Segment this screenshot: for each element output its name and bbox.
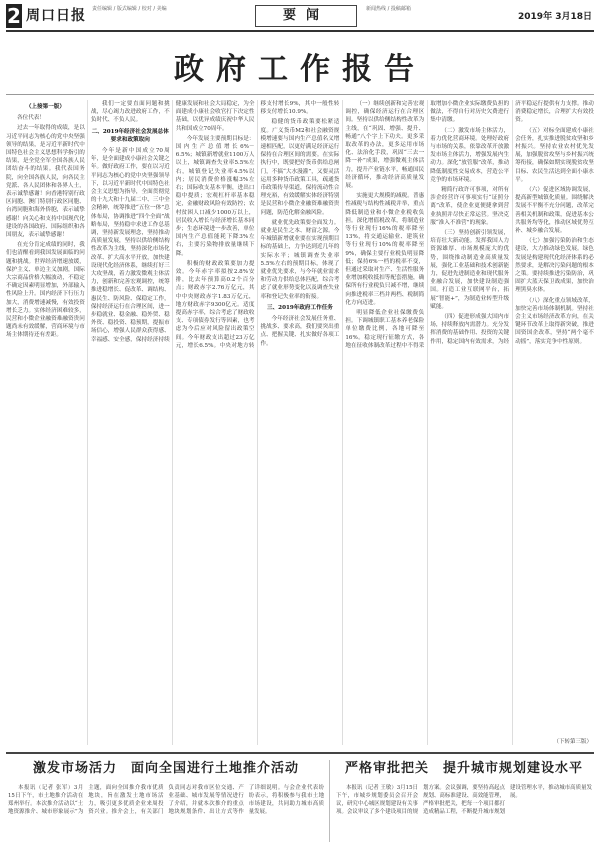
page-number: 2 <box>7 4 21 28</box>
masthead-info-right: 新闻热线 / 投稿邮箱 <box>366 6 411 12</box>
article-body <box>6 100 594 745</box>
story-text: 本报讯（记者 张军）3月15日下午，市土地推介活动在郑州举行。本次推介活动以“土地资源推介、城市形象展示”为主题，面向全国推介我市优质地块，旨在激发土地市场活力，吸引更多优质企业来周投资兴业。推介会上，有关部门负责同志对我市区位交通、产业基础、城市发展等情况进行了介绍，并就本次推介的重点地块规划条件、出让方式等作了详细说明。与会企业代表纷纷表示，将积极参与我市土地市场建设，共同助力城市高质量发展。 <box>8 785 324 815</box>
paragraph: 今年经济社会发展任务重、挑战多、要求高，我们要突出重点、把握关键、扎实做好各项工作。 <box>260 316 340 347</box>
paragraph: 明显降低企业社保缴费负担。下调城镇职工基本养老保险单位缴费比例，各地可降至16%。稳定现行征缴方式，各地在征收体制改革过程中不得采取增加小微企业实际缴费负担的做法，不得自行对历史欠费进行集中清缴。 <box>345 101 510 349</box>
bottom-divider <box>6 752 594 754</box>
paragraph: （六）促进区域协调发展，提高新型城镇化质量。围绕解决发展不平衡不充分问题，改革完善相关机制和政策，促进基本公共服务均等化，推动区域优势互补、城乡融合发展。 <box>515 187 594 235</box>
paragraph: 实施更大规模的减税。普惠性减税与结构性减税并举，重点降低制造业和小微企业税收负担。深化增值税改革，将制造业等行业现行16%的税率降至13%，将交通运输业、建筑业等行业现行10%的税率降至9%，确保主要行业税负明显降低；保持6%一档的税率不变，但通过采取对生产、生活性服务业增加税收抵扣等配套措施，确保所有行业税负只减不增，继续向推进税率三档并两档、税制简化方向迈进。 <box>345 193 425 306</box>
paragraph: 就业优先政策要全面发力。就业是民生之本、财富之源。今年城镇新增就业要在实现预期目标的基础上，力争达到近几年的实际水平；城镇调查失业率5.5%左右的预期目标，体现了就业优先要求，与今年就业需求和劳动力供给总体匹配，综合考虑了就业形势变化以及调查失业率和登记失业率的衔接。 <box>260 219 340 300</box>
publication-date: 2019年 3月18日 <box>518 12 592 22</box>
paragraph: 精简行政许可事项，对所有涉企经营许可事项实行“证照分离”改革，使企业更便捷拿到营业执照并尽快正常运营。坚决克服“准入不准营”的现象。 <box>430 187 510 226</box>
story-divider <box>329 760 330 842</box>
continued-note: （下转第三版） <box>553 739 592 745</box>
paragraph: 今年发展主要预期目标是：国内生产总值增长6%－6.5%；城镇新增就业1100万人以上，城镇调查失业率5.5%左右，城镇登记失业率4.5%以内；居民消费价格涨幅3%左右；国际收支基本平衡，进出口稳中提质；宏观杠杆率基本稳定，金融财政风险有效防控；农村贫困人口减少1000万以上，居民收入增长与经济增长基本同步；生态环境进一步改善，单位国内生产总值能耗下降3%左右，主要污染物排放量继续下降。 <box>175 135 255 257</box>
story-title: 严格审批把关 提升城市规划建设水平 <box>344 761 583 776</box>
paragraph: 稳健的货币政策要松紧适度。广义货币M2和社会融资规模增速要与国内生产总值名义增速相匹配，以更好满足经济运行保持在合理区间的需要。在实际执行中，既要把好货币供给总闸门，不搞“大水漫灌”，又要灵活运用多种货币政策工具，疏通货币政策传导渠道，保持流动性合理充裕，有效缓解实体经济特别是民营和小微企业融资难融资贵问题，防范化解金融风险。 <box>260 119 340 216</box>
masthead <box>6 4 594 32</box>
masthead-info-left: 责任编辑 / 版式编辑 / 校对 / 美编 <box>92 6 167 12</box>
paper-name: 周口日报 <box>26 8 86 24</box>
section-title: 要闻 <box>255 5 357 27</box>
main-headline: 政府工作报告 <box>174 52 426 87</box>
paragraph: 各位代表！ <box>17 115 45 122</box>
story-planning-review <box>336 760 592 844</box>
paragraph: （七）加强污染防治和生态建设，大力推动绿色发展。绿色发展是构建现代化经济体系的必然要求，是解决污染问题的根本之策。要持续推进污染防治，巩固扩大蓝天保卫战成果，加快治理黑臭水体。 <box>515 238 594 294</box>
paragraph: （四）促进形成强大国内市场，持续释放内需潜力。充分发挥消费的基础作用、投资的关键作用，稳定国内有效需求，为经济平稳运行提供有力支撑。推动消费稳定增长，合理扩大有效投资。 <box>430 101 594 345</box>
paragraph: （五）对标全面建成小康社会任务，扎实推进脱贫攻坚和乡村振兴。坚持农业农村优先发展，加强脱贫攻坚与乡村振兴统筹衔接，确保如期实现脱贫攻坚目标、农民生活达到全面小康水平。 <box>515 127 594 183</box>
paragraph: 我们一定要直面问题和挑战，尽心竭力改进政府工作，不负时代、不负人民。 <box>90 101 170 124</box>
paragraph: 在充分肯定成绩的同时，我们也清醒看到我国发展面临的问题和挑战。世界经济增速放缓，保护主义、单边主义加剧，国际大宗商品价格大幅波动，不稳定不确定因素明显增加，外部输入性风险上升。国内经济下行压力加大，消费增速减慢，有效投资增长乏力。实体经济困难较多，民营和小微企业融资难融资贵问题尚未有效缓解，营商环境与市场主体期待还有差距。 <box>6 242 85 339</box>
paragraph: 过去一年取得的成绩，是以习近平同志为核心的党中央坚强领导的结果，是习近平新时代中国特色社会主义思想科学指引的结果，是全党全军全国各族人民团结奋斗的结果。我代表国务院，向全国各族人民，向各民主党派、各人民团体和各界人士，表示诚挚感谢！向香港特别行政区同胞、澳门特别行政区同胞、台湾同胞和海外侨胞，表示诚挚感谢！向关心和支持中国现代化建设的各国政府、国际组织和各国朋友，表示诚挚感谢！ <box>6 125 85 239</box>
paragraph: （二）激发市场主体活力，着力优化营商环境。处理好政府与市场的关系，依靠改革开放激发市场主体活力，增强发展内生动力。深化“放管服”改革，推动降低制度性交易成本，营造公平竞争的市场环境。 <box>430 127 510 183</box>
paragraph: （一）继续创新和完善宏观调控，确保经济运行在合理区间。坚持以供给侧结构性改革为主线，在“巩固、增强、提升、畅通”八个字上下功夫。更多采取改革的办法，更多运用市场化、法治化手段，巩固“三去一降一补”成果，增强微观主体活力，提升产业链水平，畅通国民经济循环，推动经济高质量发展。 <box>345 101 425 190</box>
paragraph: （八）深化重点领域改革，加快完善市场体制机制。坚持社会主义市场经济改革方向，在关键环节改革上取得新突破，推进国资国企改革，坚持“两个毫不动摇”，落实竞争中性原则。 <box>515 297 594 345</box>
story-text: 本报讯（记者 王敏）3月15日下午，市城乡规划委员会召开会议，研究中心城区规划建设有关事项。会议审议了多个建设项目的规划方案。会议强调，要坚持高起点规划、高标准建设、高效能管理，严格审批把关，把每一个项目都打造成精品工程，不断提升城市规划建设管理水平，推动城市高质量发展。 <box>336 785 592 815</box>
section-heading: 三、2019年政府工作任务 <box>266 304 333 311</box>
paragraph: 积极的财政政策要加力提效。今年赤字率拟按2.8%安排，比去年预算高0.2个百分点；财政赤字2.76万亿元，其中中央财政赤字1.83万亿元，地方财政赤字9300亿元。适度提高赤字率，综合考虑了财政收支、专项债券发行等因素，也考虑为今后应对风险留出政策空间。今年财政支出超过23万亿元，增长6.5%。中央对地方转移支付增长9%，其中一般性转移支付增长10.9%。 <box>175 101 340 349</box>
paragraph: （上接第一版） <box>25 104 65 110</box>
story-land-promotion <box>8 760 324 844</box>
paragraph: （三）坚持创新引领发展，培育壮大新动能。发挥我国人力资源雄厚、市场规模庞大的优势，围绕推动制造业高质量发展，强化工业基础和技术创新能力，促进先进制造业和现代服务业融合发展，加快建设制造强国。打造工业互联网平台，拓展“智能+”，为制造业转型升级赋能。 <box>430 230 510 310</box>
headline-divider <box>6 94 594 95</box>
paragraph: 今年是新中国成立70周年，是全面建成小康社会关键之年。做好政府工作，要在以习近平同志为核心的党中央坚强领导下，以习近平新时代中国特色社会主义思想为指导，全面贯彻党的十九大和十九届二中、三中全会精神，统筹推进“五位一体”总体布局，协调推进“四个全面”战略布局，坚持稳中求进工作总基调，坚持新发展理念，坚持推动高质量发展，坚持以供给侧结构性改革为主线，坚持深化市场化改革、扩大高水平开放，加快建设现代化经济体系，继续打好三大攻坚战，着力激发微观主体活力，创新和完善宏观调控，统筹推进稳增长、促改革、调结构、惠民生、防风险、保稳定工作，保持经济运行在合理区间，进一步稳就业、稳金融、稳外贸、稳外资、稳投资、稳预期，提振市场信心，增强人民群众获得感、幸福感、安全感，保持经济持续健康发展和社会大局稳定，为全面建成小康社会收官打下决定性基础，以优异成绩庆祝中华人民共和国成立70周年。 <box>90 101 255 343</box>
story-title: 激发市场活力 面向全国进行土地推介活动 <box>32 761 299 776</box>
section-heading: 二、2019年经济社会发展总体要求和政策取向 <box>91 128 169 143</box>
